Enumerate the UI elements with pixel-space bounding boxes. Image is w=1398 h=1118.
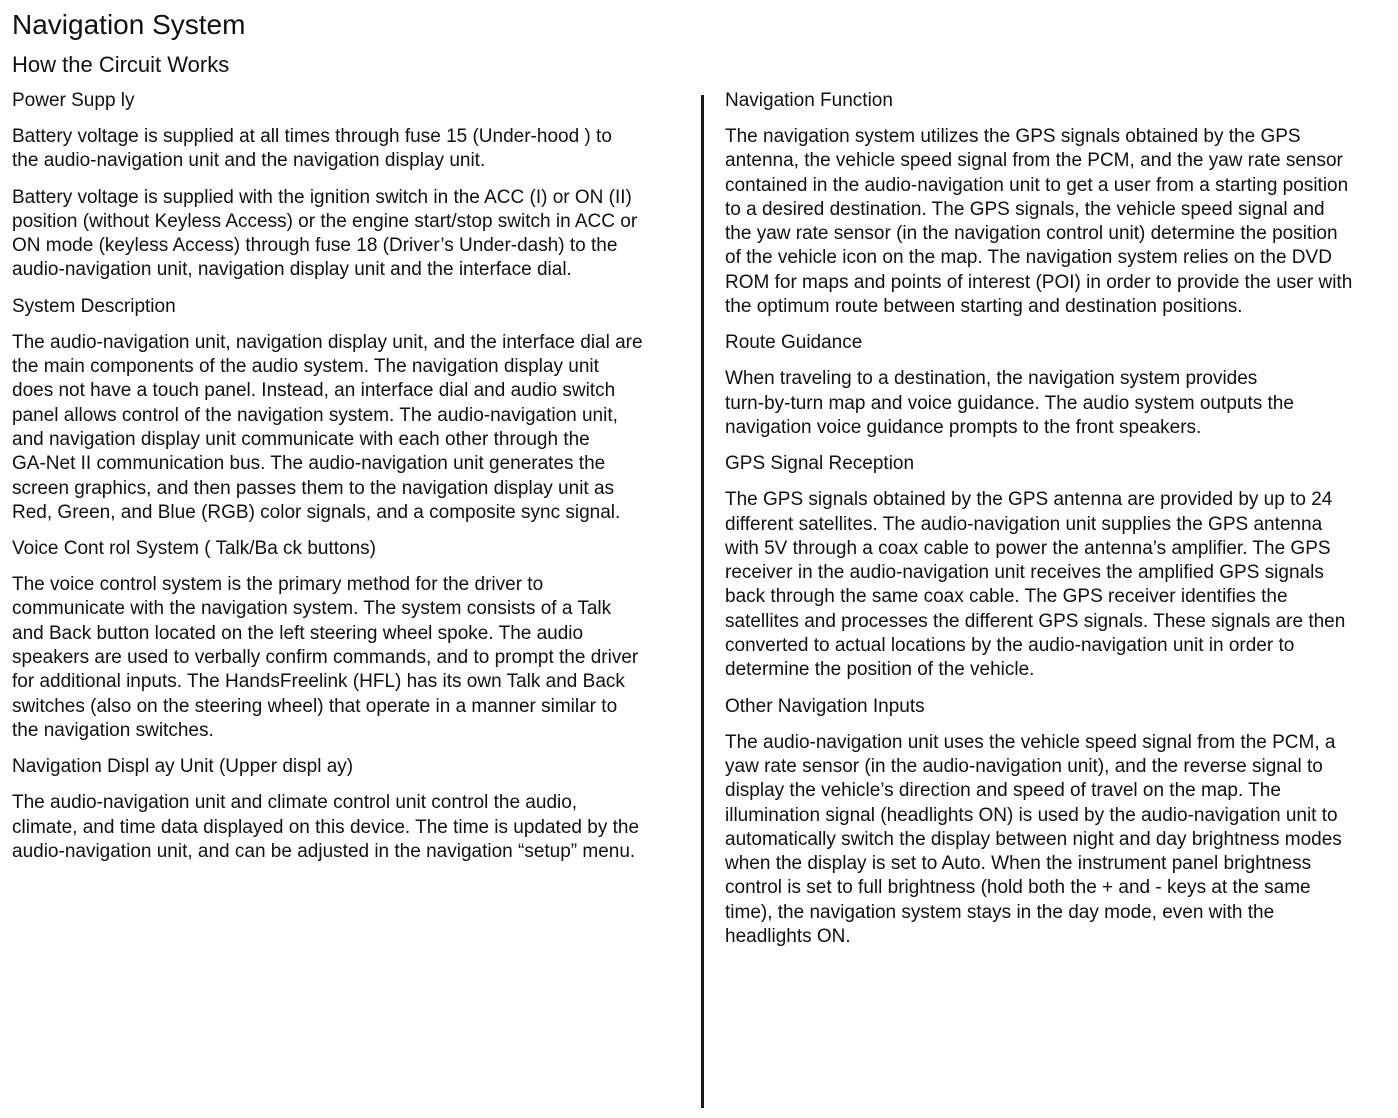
text-line: ON mode (keyless Access) through fuse 18 (Driver’s Under-dash) to the: [12, 235, 618, 257]
text-line: converted to actual locations by the audio-navigation unit in order to: [725, 635, 1295, 657]
text-line: antenna, the vehicle speed signal from the PCM, and the yaw rate sensor: [725, 150, 1343, 172]
section-heading: GPS Signal Reception: [725, 453, 915, 475]
section-heading: Navigation Function: [725, 90, 893, 111]
body-paragraph: [12, 331, 688, 525]
text-line: headlights ON.: [725, 926, 851, 948]
section-heading: System Description: [12, 295, 176, 317]
text-line: climate, and time data displayed on this device. The time is updated by the: [12, 816, 640, 838]
body-paragraph: [12, 573, 688, 743]
text-line: turn-by-turn map and voice guidance. The audio system outputs the: [725, 392, 1294, 414]
section-heading: Navigation Displ ay Unit (Upper displ ay): [12, 756, 354, 778]
text-line: time), the navigation system stays in the day mode, even with the: [725, 901, 1275, 923]
body-paragraph: [12, 791, 688, 864]
text-line: display the vehicle’s direction and speed of travel on the map. The: [725, 780, 1281, 802]
text-line: The audio-navigation unit, navigation display unit, and the interface dial are: [12, 331, 643, 353]
text-line: The audio-navigation unit uses the vehicle speed signal from the PCM, a: [725, 731, 1336, 753]
section-heading: Voice Cont rol System ( Talk/Ba ck buttons): [12, 538, 376, 560]
section: [725, 89, 1393, 319]
column-divider: [701, 95, 704, 1108]
section: [12, 755, 688, 864]
body-paragraph: [12, 125, 688, 174]
text-line: ROM for maps and points of interest (POI) in order to provide the user with: [725, 271, 1353, 293]
text-line: speakers are used to verbally confirm commands, and to prompt the driver: [12, 647, 639, 669]
text-line: back through the same coax cable. The GPS receiver identifies the: [725, 586, 1288, 608]
text-line: When traveling to a destination, the navigation system provides: [725, 368, 1258, 390]
text-line: communicate with the navigation system. The system consists of a Talk: [12, 598, 612, 620]
section: [12, 89, 688, 283]
text-line: control is set to full brightness (hold both the + and - keys at the same: [725, 877, 1311, 899]
text-line: automatically switch the display between night and day brightness modes: [725, 828, 1342, 850]
text-line: the audio-navigation unit and the navigation display unit.: [12, 150, 486, 172]
body-paragraph: [725, 125, 1393, 319]
text-line: The voice control system is the primary method for the driver to: [12, 574, 544, 596]
text-line: of the vehicle icon on the map. The navigation system relies on the DVD: [725, 247, 1332, 269]
text-line: to a desired destination. The GPS signals, the vehicle speed signal and: [725, 198, 1325, 220]
section: [12, 295, 688, 525]
text-line: and Back button located on the left steering wheel spoke. The audio: [12, 622, 584, 644]
text-line: navigation voice guidance prompts to the front speakers.: [725, 416, 1202, 438]
text-line: illumination signal (headlights ON) is used by the audio-navigation unit to: [725, 804, 1338, 826]
page-title: Navigation System: [12, 9, 246, 40]
text-line: audio-navigation unit, navigation display unit and the interface dial.: [12, 259, 572, 281]
text-line: position (without Keyless Access) or the engine start/stop switch in ACC or: [12, 210, 638, 232]
section-heading: Route Guidance: [725, 332, 863, 354]
section: [725, 331, 1393, 440]
text-line: satellites and processes the different GPS signals. These signals are then: [725, 610, 1346, 632]
text-line: Battery voltage is supplied with the ignition switch in the ACC (I) or ON (II): [12, 186, 632, 208]
text-line: screen graphics, and then passes them to the navigation display unit as: [12, 477, 615, 499]
text-line: when the display is set to Auto. When the instrument panel brightness: [725, 853, 1312, 875]
body-paragraph: [725, 488, 1393, 682]
left-column: [12, 89, 688, 876]
text-line: the yaw rate sensor (in the navigation control unit) determine the position: [725, 223, 1338, 245]
text-line: GA-Net II communication bus. The audio-navigation unit generates the: [12, 453, 606, 475]
section: [725, 695, 1393, 950]
right-column: [725, 89, 1393, 961]
text-line: determine the position of the vehicle.: [725, 659, 1035, 681]
page-subtitle: How the Circuit Works: [12, 52, 230, 77]
body-paragraph: [725, 731, 1393, 950]
text-line: and navigation display unit communicate with each other through the: [12, 428, 590, 450]
section: [725, 452, 1393, 682]
text-line: yaw rate sensor (in the audio-navigation unit), and the reverse signal to: [725, 755, 1323, 777]
text-line: does not have a touch panel. Instead, an interface dial and audio switch: [12, 380, 616, 402]
text-line: audio-navigation unit, and can be adjusted in the navigation “setup” menu.: [12, 840, 636, 862]
section: [12, 537, 688, 743]
text-line: The navigation system utilizes the GPS signals obtained by the GPS: [725, 126, 1301, 147]
text-line: for additional inputs. The HandsFreelink (HFL) has its own Talk and Back: [12, 671, 625, 693]
text-line: The audio-navigation unit and climate control unit control the audio,: [12, 792, 578, 814]
text-line: receiver in the audio-navigation unit receives the amplified GPS signals: [725, 562, 1324, 584]
text-line: The GPS signals obtained by the GPS antenna are provided by up to 24: [725, 489, 1333, 511]
text-line: the main components of the audio system. The navigation display unit: [12, 356, 599, 378]
section-heading: Other Navigation Inputs: [725, 695, 925, 717]
text-line: different satellites. The audio-navigation unit supplies the GPS antenna: [725, 513, 1323, 535]
body-paragraph: [725, 367, 1393, 440]
text-line: panel allows control of the navigation system. The audio-navigation unit,: [12, 404, 618, 426]
text-line: Red, Green, and Blue (RGB) color signals, and a composite sync signal.: [12, 501, 621, 523]
text-line: Battery voltage is supplied at all times through fuse 15 (Under-hood ) to: [12, 126, 612, 147]
text-line: contained in the audio-navigation unit to get a user from a starting position: [725, 174, 1349, 196]
text-line: the optimum route between starting and destination positions.: [725, 296, 1243, 318]
text-line: switches (also on the steering wheel) that operate in a manner similar to: [12, 695, 618, 717]
section-heading: Power Supp ly: [12, 90, 135, 111]
body-paragraph: [12, 186, 688, 283]
text-line: the navigation switches.: [12, 719, 214, 741]
text-line: with 5V through a coax cable to power the antenna’s amplifier. The GPS: [725, 537, 1331, 559]
